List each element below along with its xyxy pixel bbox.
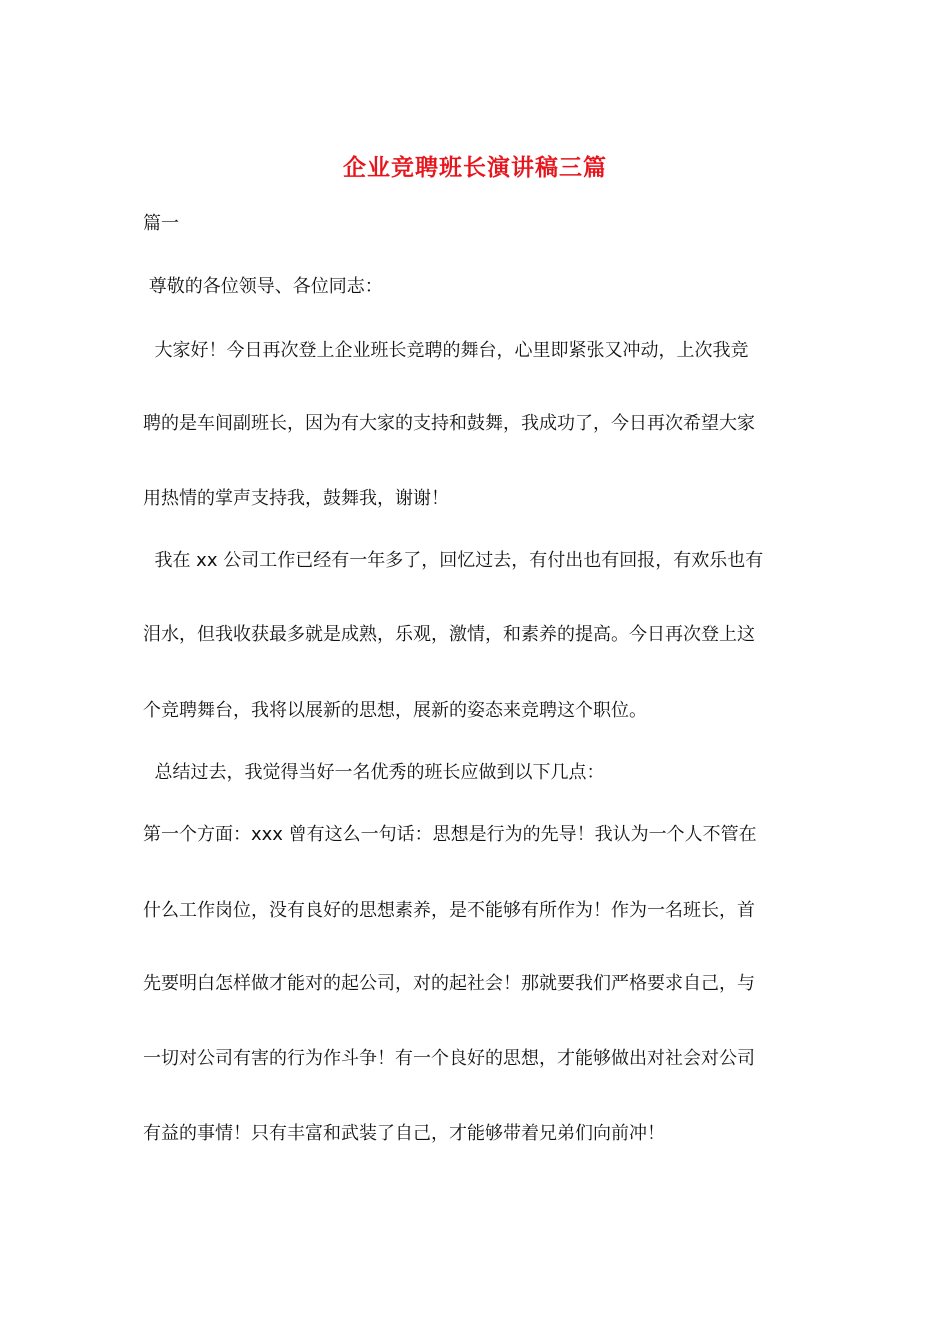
paragraph-line: 有益的事情！只有丰富和武装了自己，才能够带着兄弟们向前冲！ [143,1123,665,1144]
paragraph-line: 大家好！今日再次登上企业班长竞聘的舞台，心里即紧张又冲动，上次我竞 [143,340,749,361]
paragraph-line: 先要明白怎样做才能对的起公司，对的起社会！那就要我们严格要求自己，与 [143,973,755,994]
salutation-line: 尊敬的各位领导、各位同志： [143,276,383,297]
section-heading: 篇一 [143,213,179,234]
paragraph-line: 第一个方面：xxx 曾有这么一句话：思想是行为的先导！我认为一个人不管在 [143,824,757,845]
document-title: 企业竞聘班长演讲稿三篇 [343,154,607,181]
paragraph-line: 泪水，但我收获最多就是成熟，乐观，激情，和素养的提高。今日再次登上这 [143,624,755,645]
paragraph-line: 用热情的掌声支持我，鼓舞我，谢谢！ [143,488,449,509]
paragraph-line: 总结过去，我觉得当好一名优秀的班长应做到以下几点： [143,762,605,783]
paragraph-line: 我在 xx 公司工作已经有一年多了，回忆过去，有付出也有回报，有欢乐也有 [143,550,764,571]
paragraph-line: 什么工作岗位，没有良好的思想素养，是不能够有所作为！作为一名班长，首 [143,900,755,921]
paragraph-line: 聘的是车间副班长，因为有大家的支持和鼓舞，我成功了，今日再次希望大家 [143,413,755,434]
paragraph-line: 一切对公司有害的行为作斗争！有一个良好的思想，才能够做出对社会对公司 [143,1048,755,1069]
paragraph-line: 个竞聘舞台，我将以展新的思想，展新的姿态来竞聘这个职位。 [143,700,647,721]
